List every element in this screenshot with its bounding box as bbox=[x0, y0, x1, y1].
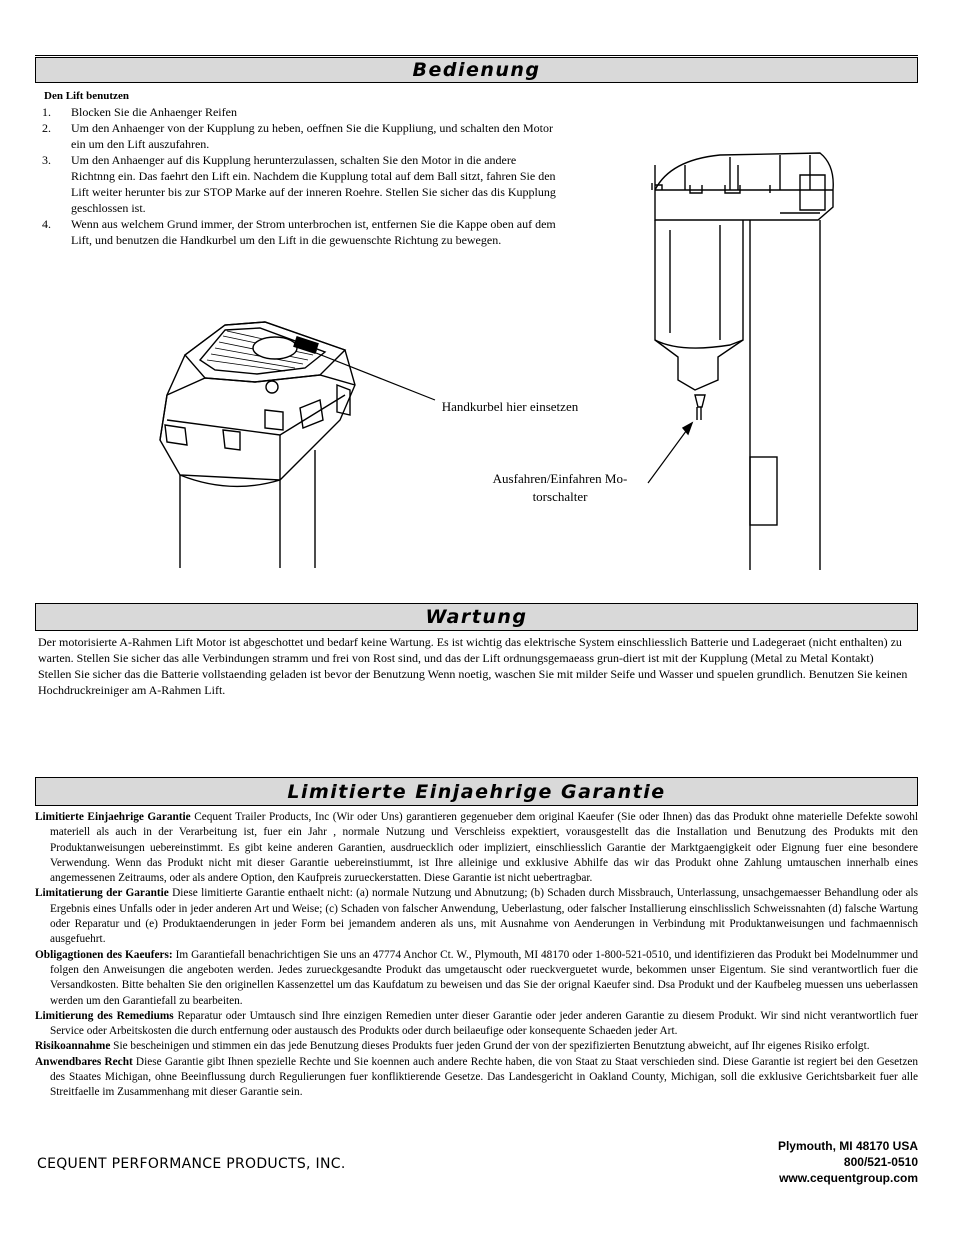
warranty-paragraph-text: Cequent Trailer Products, Inc (Wir oder Uns) garantieren gegenueber dem original Kaeufer (Sie oder Ihnen) das das Produkt ohne materielle Defekte sowohl materiell als auch in der Verarbeitung ist, fuer ein Jahr , normale Nutzung und Verschleiss expektiert, vorausgestellt das die Installation und Benutzung des Produkts mit den Produktanweisungen uebereinstimmt. Es gibt keine anderen Garantien, ausdruecklich oder impliziert, einschliesslich Garantie der Marktgaengigkeit oder Eignung fuer eine besondere Verwendung. Wenn das Produkt nicht mit dieser Garantie uebereinstiummt, ist Ihre alleinige und exklusive Abhilfe das wir das Produkt ohne Zahlung umtauschen innerhalb eines angemessenen Zeitraums, oder als andere Option, den Kaufpreis zurueckerstatten. Diese Garantie ist nicht uebertragbar. bbox=[50, 811, 918, 885]
list-item bbox=[40, 152, 560, 216]
warranty-text bbox=[35, 810, 918, 1101]
lift-motor-top-illustration bbox=[145, 300, 585, 568]
maintenance-text: Der motorisierte A-Rahmen Lift Motor ist abgeschottet und bedarf keine Wartung. Es ist wichtig das elektrische System einschliesslich Batterie und Ladegeraet (nicht enthalten) zu warten. Stellen Sie sicher das alle Verbindungen stramm und frei von Rost sind, und das der Lift ordnungsgemaeass grun-diert ist mit der Kupplung (Metal zu Metal Kontakt) Stellen Sie sicher das die Batterie vollstaending geladen ist bevor der Benutzung Wenn noetig, waschen Sie mit milder Seife und Wasser und spuelen grundlich. Benutzen Sie keinen Hochdruckreiniger am A-Rahmen Lift. bbox=[38, 635, 908, 697]
step-number: 2. bbox=[42, 121, 51, 135]
warranty-paragraph-heading: Risikoannahme bbox=[35, 1040, 111, 1053]
warranty-paragraph bbox=[35, 948, 918, 1009]
step-text: Um den Anhaenger auf dis Kupplung herunterzulassen, schalten Sie den Motor in die andere Richtnng ein. Das faehrt den Lift ein. Nachdem die Kupplung total auf dem Ball sitzt, fahren Sie den Lift weiter herunter bis zur STOP Marke auf der inneren Roehre. Stellen Sie sicher das dis Kupplung geschlossen ist. bbox=[71, 153, 556, 215]
company-name: CEQUENT PERFORMANCE PRODUCTS, INC. bbox=[37, 1156, 346, 1172]
top-rule bbox=[35, 55, 918, 56]
step-text: Um den Anhaenger von der Kupplung zu heben, oeffnen Sie die Kuppliung, und schalten den Motor ein um den Lift auszufahren. bbox=[71, 121, 554, 151]
switch-callout: Ausfahren/Einfahren Mo-torschalter bbox=[492, 471, 628, 504]
warranty-paragraph-heading: Limitierte Einjaehrige Garantie bbox=[35, 811, 191, 823]
warranty-paragraph-text: Reparatur oder Umtausch sind Ihre einzigen Remedien unter dieser Garantie oder jeder anderen Garantie zu diesem Produkt. Wir sind nicht verantwortlich fuer Service oder Arbeitskosten die durch entfernung oder austausch des Produkts oder durch beilaeufige oder konsequente Schaeden jeder Art. bbox=[50, 1009, 918, 1038]
usage-subtitle: Den Lift benutzen bbox=[44, 90, 129, 102]
usage-steps-list bbox=[40, 104, 560, 248]
warranty-paragraph bbox=[35, 810, 918, 886]
address-city: Plymouth, MI 48170 USA bbox=[777, 1139, 918, 1153]
warranty-paragraph-heading: Obligagtionen des Kaeufers: bbox=[35, 948, 173, 961]
warranty-paragraph-text: Im Garantiefall benachrichtigen Sie uns an 47774 Anchor Ct. W., Plymouth, MI 48170 oder 1-800-521-0510, und identifizieren das Produkt bei Modelnummer und folgen den Anweisungen die angeboten werden. Jedes zurueckgesandte Produkt das umgetauscht oder rueckverguetet wurde, bekommen unser Eigentum. Sie sind verantwortlich fuer die Versandkosten. Bitte behalten Sie den originellen Kassenzettel um das Kaufdatum zu beweisen und das Sie der orignal Kaeufer sind. Dsa Produkt und der Kaufbeleg muessen uns ueberlassen werden um den Garantiefall zu bearbeiten. bbox=[50, 948, 918, 1007]
company-address bbox=[778, 1138, 918, 1186]
list-item bbox=[40, 216, 560, 248]
step-number: 4. bbox=[42, 217, 51, 231]
address-website: www.cequentgroup.com bbox=[779, 1171, 918, 1185]
address-phone: 800/521-0510 bbox=[843, 1155, 918, 1169]
warranty-section-header: Limitierte Einjaehrige Garantie bbox=[35, 777, 918, 806]
warranty-paragraph bbox=[35, 1055, 918, 1101]
step-text: Wenn aus welchem Grund immer, der Strom unterbrochen ist, entfernen Sie die Kappe oben auf dem Lift, und benutzen die Handkurbel um den Lift in die gewuenschte Richtung zu bewegen. bbox=[71, 217, 556, 247]
step-number: 3. bbox=[42, 153, 51, 167]
warranty-paragraph-heading: Anwendbares Recht bbox=[35, 1055, 133, 1068]
usage-section-header: Bedienung bbox=[35, 57, 918, 83]
list-item bbox=[40, 104, 560, 120]
warranty-paragraph bbox=[35, 886, 918, 947]
step-text: Blocken Sie die Anhaenger Reifen bbox=[71, 105, 237, 119]
list-item bbox=[40, 120, 560, 152]
step-number: 1. bbox=[42, 105, 51, 119]
warranty-paragraph-text: Diese Garantie gibt Ihnen spezielle Rechte und Sie koennen auch andere Rechte haben, die von Staat zu Staat verschieden sind. Diese Garantie ist regiert bei den Gesetzen des Staates Michigan, ohne Beeinflussung durch Regulierungen fuer konfliktierende Gesetze. Das Landesgericht in Oakland County, Michigan, soll die exklusive Gerichtsbarkeit fuer alle Streitfaelle im Zusammenhang mit dieser Garantie sein. bbox=[50, 1055, 918, 1099]
warranty-paragraph-text: Sie bescheinigen und stimmen ein das jede Benutzung dieses Produkts fuer jeden Grund der von der spezifizierten Benutztung abweicht, auf Ihr eigenes Risiko erfolgt. bbox=[110, 1040, 870, 1053]
lift-side-view-illustration bbox=[630, 145, 850, 570]
warranty-paragraph-heading: Limitatierung der Garantie bbox=[35, 887, 169, 900]
crank-callout: Handkurbel hier einsetzen bbox=[441, 399, 579, 414]
maintenance-section-header: Wartung bbox=[35, 603, 918, 631]
warranty-paragraph-text: Diese limitierte Garantie enthaelt nicht: (a) normale Nutzung und Abnutzung; (b) Schaden durch Missbrauch, Unterlassung, unsachgemaesser Behandlung oder als Ergebnis eines Unfalls oder in jeder anderen Art und Weise; (c) Schaden von falscher Anwendung, Ueberlastung, oder falscher Installierung einschlisslich Schweissnahten (d) falsche Wartung oder Reparatur und (e) Produktaenderungen in jeder Form bei jemandem anderen als uns, mit Ausnahme von Aenderungen in Verbindung mit Produktanweisungen und fachmaennisch ausgefuehrt. bbox=[50, 887, 919, 946]
warranty-paragraph bbox=[35, 1039, 918, 1054]
warranty-paragraph bbox=[35, 1009, 918, 1040]
warranty-paragraph-heading: Limitierung des Remediums bbox=[35, 1009, 174, 1022]
